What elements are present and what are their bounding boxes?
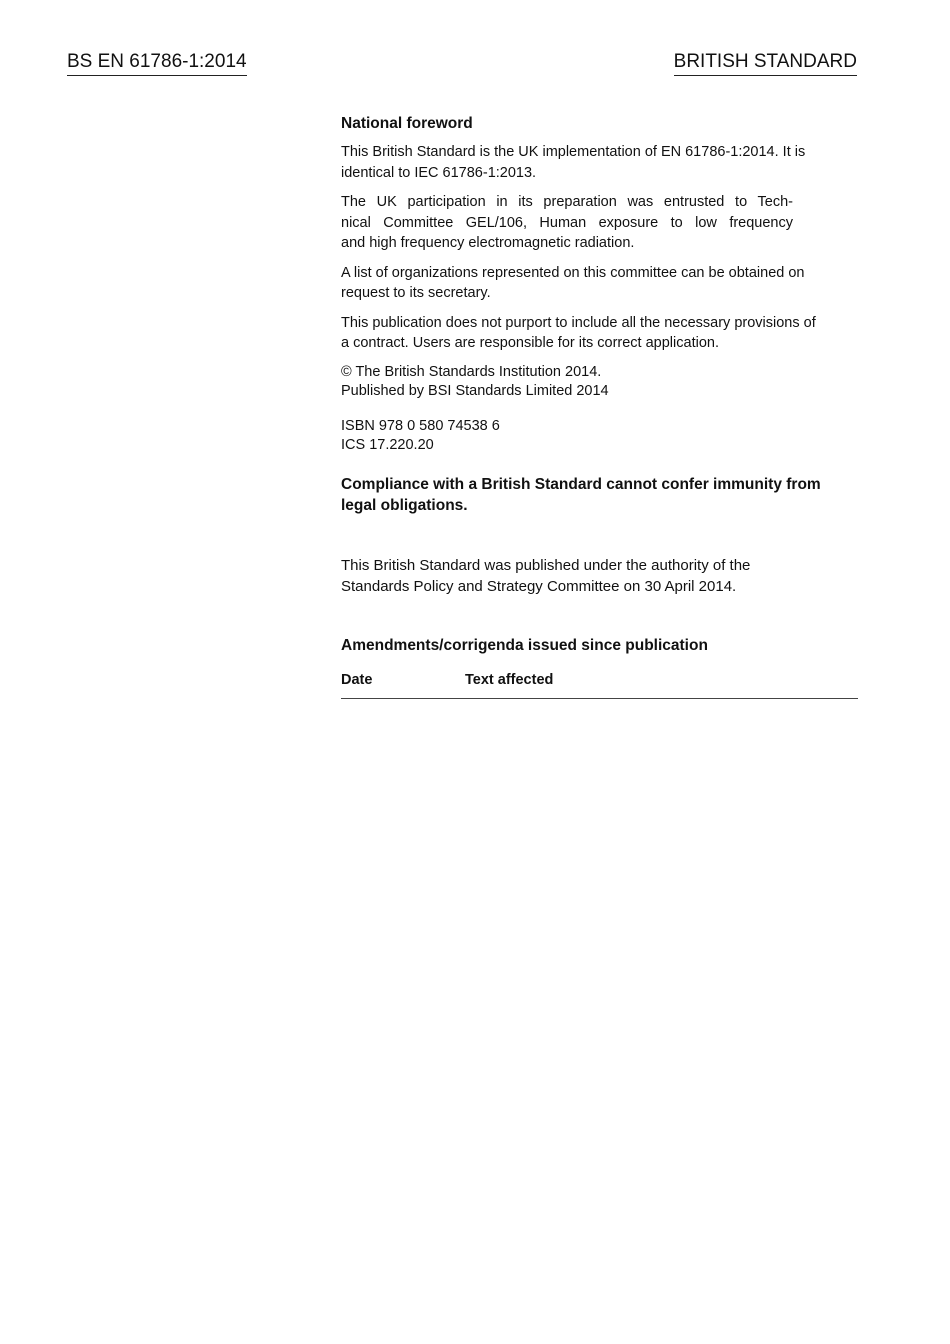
published-line: Published by BSI Standards Limited 2014 — [341, 382, 609, 399]
text-line: identical to IEC 61786-1:2013. — [341, 164, 537, 181]
national-foreword-section — [341, 113, 858, 699]
foreword-paragraph-committee — [341, 192, 793, 254]
text-line: This British Standard was published under the authority of the — [341, 556, 751, 574]
text-line: legal obligations. — [341, 496, 468, 514]
header-standard-type: BRITISH STANDARD — [674, 50, 857, 76]
authority-statement — [341, 555, 858, 597]
foreword-paragraph-implementation — [341, 142, 858, 183]
foreword-paragraph-provisions — [341, 313, 858, 354]
text-line: Standards Policy and Strategy Committee on 30 April 2014. — [341, 577, 737, 595]
foreword-paragraph-organizations — [341, 263, 858, 304]
column-header-date: Date — [341, 671, 373, 688]
text-line: The UK participation in its preparation was entrusted to Tech- — [341, 194, 793, 210]
copyright-block — [341, 363, 858, 401]
identifiers-block — [341, 417, 858, 455]
amendments-title: Amendments/corrigenda issued since publication — [341, 636, 708, 654]
isbn-line: ISBN 978 0 580 74538 6 — [341, 417, 500, 434]
compliance-statement — [341, 474, 858, 516]
copyright-line: © The British Standards Institution 2014. — [341, 363, 602, 380]
text-line: This publication does not purport to include all the necessary provisions of — [341, 314, 816, 331]
foreword-title: National foreword — [341, 115, 473, 132]
text-line: A list of organizations represented on this committee can be obtained on — [341, 264, 805, 281]
amendments-table-header — [341, 671, 858, 699]
text-line: This British Standard is the UK implementation of EN 61786-1:2014. It is — [341, 144, 806, 160]
text-line: request to its secretary. — [341, 285, 491, 301]
ics-line: ICS 17.220.20 — [341, 436, 434, 453]
text-line: and high frequency electromagnetic radiation. — [341, 235, 635, 251]
text-line: Compliance with a British Standard cannot confer immunity from — [341, 475, 821, 493]
text-line: a contract. Users are responsible for its correct application. — [341, 335, 719, 351]
text-line: nical Committee GEL/106, Human exposure to low frequency — [341, 214, 793, 231]
header-document-number: BS EN 61786-1:2014 — [67, 50, 247, 76]
column-header-text-affected: Text affected — [465, 671, 554, 688]
